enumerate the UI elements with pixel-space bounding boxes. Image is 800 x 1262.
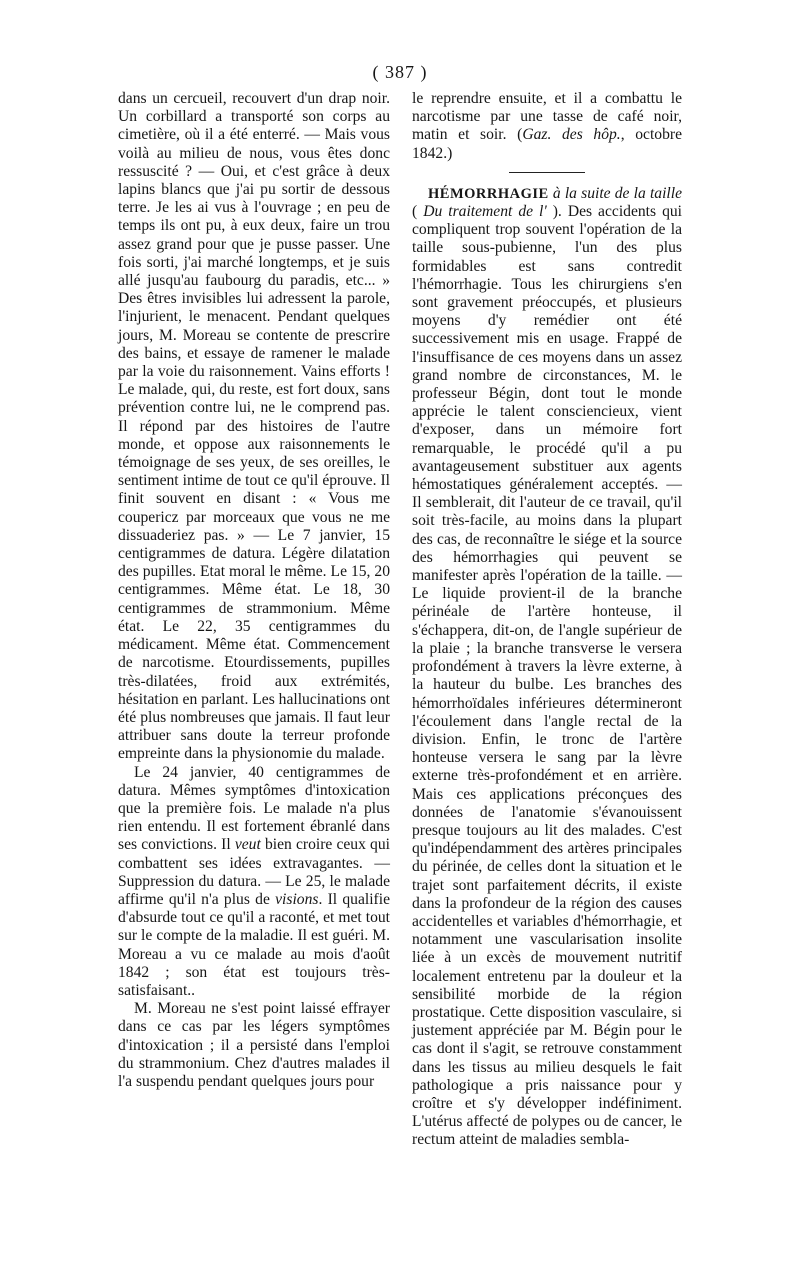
left-paragraph-2-text-b: bien croire ceux qui combattent ses idées extravagantes. — Suppression du datura. — Le 25, le malade affirme qu'il n'a plus de xyxy=(118,836,390,908)
left-paragraph-3: M. Moreau ne s'est point laissé effrayer dans ce cas par les légers symptômes d'intoxication ; il a persisté dans l'emploi du strammonium. Chez d'autres malades il l'a suspendu pendant quelques jours pour xyxy=(118,1000,390,1090)
source-citation: Gaz. des hôp. xyxy=(522,126,621,144)
article-heading-paren-open: ( xyxy=(412,203,424,221)
left-paragraph-1: dans un cercueil, recouvert d'un drap noir. Un corbillard a transporté son corps au cimetière, où il a été enterré. — Mais vous voilà au milieu de nous, vous êtes donc ressuscité ? — Oui, et c'est grâce à deux lapins blancs que j'ai pu sortir de dessous terre. Je les ai vus à l'ouvrage ; en peu de temps ils ont pu, à eux deux, faire un trou assez grand pour que je pusse passer. Une fois sorti, j'ai marché longtemps, et je suis allé jusqu'au faubourg du paradis, etc... » Des êtres invisibles lui adressent la parole, l'injurient, le menacent. Pendant quelques jours, M. Moreau se contente de prescrire des bains, et essaye de ramener le malade par la voie du raisonnement. Vains efforts ! Le malade, qui, du reste, est fort doux, sans prévention contre lui, ne le comprend pas. Il répond par des histoires de l'autre monde, et oppose aux raisonnements le témoignage de ses yeux, de ses oreilles, le sentiment intime de tout ce qu'il éprouve. Il finit souvent en disant : « Vous me coupericz par morceaux que vous ne me dissuaderiez pas. » — Le 7 janvier, 15 centigrammes de datura. Légère dilatation des pupilles. Etat moral le même. Le 15, 20 centigrammes. Même état. Le 18, 30 centigrammes de strammonium. Même état. Le 22, 35 centigrammes du médicament. Même état. Commencement de narcotisme. Etourdissements, pupilles très-dilatées, froid aux extrémités, hésitation en parlant. Les hallucinations ont été plus nombreuses que jamais. Il faut leur attribuer sans doute la terreur profonde empreinte dans la physionomie du malade. xyxy=(118,90,390,763)
section-divider xyxy=(509,172,585,173)
article-heading-paren-close: ). xyxy=(546,203,568,221)
right-paragraph-1-text-a: le reprendre ensuite, et il a combattu le narcotisme par une tasse de café noir, matin et soir. ( xyxy=(412,90,682,144)
article-body: Des accidents qui compliquent trop souvent l'opération de la taille sous-pubienne, l'un des plus formidables est sans contredit l'hémorrhagie. Tous les chirurgiens s'en sont gravement préoccupés, et plusieurs moyens d'y remédier ont été successivement mis en usage. Frappé de l'insuffisance de ces moyens dans un assez grand nombre de circonstances, M. le professeur Bégin, dont tout le monde apprécie le talent consciencieux, vient d'exposer, dans un mémoire fort remarquable, le procédé qu'il a pu avantageusement substituer aux agents hémostatiques généralement acceptés. — Il semblerait, dit l'auteur de ce travail, qu'il soit très-facile, au moins dans la plupart des cas, de reconnaître le siége et la source des hémorrhagies qui peuvent se manifester après l'opération de la taille. — Le liquide provient-il de la branche périnéale de l'artère honteuse, il s'échappera, dit-on, de l'angle supérieur de la plaie ; la branche transverse le versera profondément à travers la lèvre externe, à la hauteur du bulbe. Les branches des hémorrhoïdales inférieures détermineront l'écoulement dans l'angle rectal de la division. Enfin, le tronc de l'artère honteuse versera le sang par la lèvre externe très-profondément et en arrière. Mais ces applications préconçues des données de l'anatomie s'évanouissent presque toujours au lit des malades. C'est qu'indépendamment des artères principales du périnée, de celles dont la situation et le trajet sont parfaitement décrits, il existe dans la profondeur de la région des causes accidentelles et variables d'hémorrhagie, et notamment une vascularisation insolite liée à un excès de mouvement nutritif localement entretenu par la douleur et la sensibilité morbide de la région prostatique. Cette disposition vasculaire, si justement appréciée par M. Bégin pour le cas dont il s'agit, se retrouve constamment dans les tissus au milieu desquels le fait pathologique a pris naissance pour y croître et s'y développer indéfiniment. L'utérus affecté de polypes ou de cancer, le rectum atteint de maladies sembla- xyxy=(412,203,682,1149)
page-number: ( 387 ) xyxy=(372,62,428,82)
left-paragraph-2-text-a: Le 24 janvier, 40 centigrammes de datura. Mêmes symptômes d'intoxication que la première fois. Le malade n'a plus rien entendu. Il est fortement ébranlé dans ses convictions. Il xyxy=(118,763,390,854)
left-paragraph-2-text-c: . Il qualifie d'absurde tout ce qu'il a raconté, et met tout sur le compte de la maladie. Il est guéri. M. Moreau a vu ce malade au mois d'août 1842 ; son état est toujours très-satisfaisant.. xyxy=(118,890,390,999)
left-column xyxy=(118,90,390,1091)
right-column xyxy=(412,90,682,1150)
right-paragraph-1 xyxy=(412,90,682,163)
left-paragraph-2 xyxy=(118,764,390,1001)
article-heading: HÉMORRHAGIE xyxy=(428,185,549,202)
emphasis-visions: visions xyxy=(275,890,319,908)
emphasis-veut: veut xyxy=(234,836,261,854)
right-paragraph-1-text-b: , octobre 1842.) xyxy=(412,126,682,162)
article-heading-subtitle: à la suite de la taille xyxy=(548,184,682,202)
article-paragraph xyxy=(412,185,682,1150)
article-heading-subtitle-2: Du traitement de l' xyxy=(423,203,547,221)
